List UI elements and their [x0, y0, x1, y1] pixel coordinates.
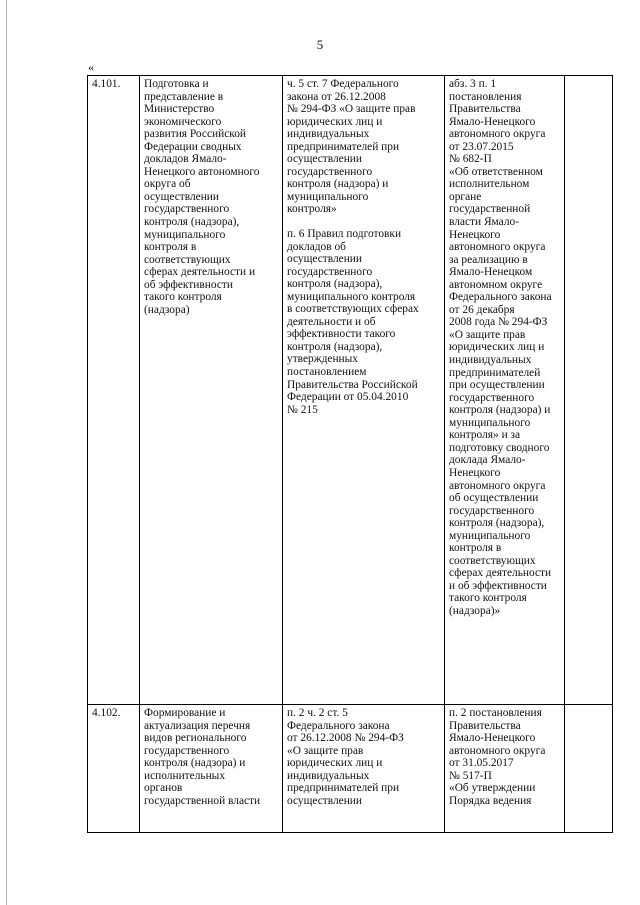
- empty-cell: [565, 705, 613, 833]
- text-line: такого контроля: [449, 592, 527, 605]
- text-line: «О защите прав: [287, 744, 364, 757]
- text-line: 2008 года № 294-ФЗ: [449, 316, 548, 329]
- row-number-cell: [88, 76, 140, 705]
- federal-law-cell: [283, 76, 445, 705]
- text-line: Правительства: [449, 103, 521, 116]
- text-line: Ямало-Ненецком: [449, 266, 533, 279]
- measure-name-cell: [140, 705, 283, 833]
- text-line: Федерального закона: [287, 719, 390, 732]
- regional-act-cell: [445, 76, 565, 705]
- text-line: актуализация перечня: [144, 719, 251, 732]
- text-line: Подготовка и: [144, 78, 209, 90]
- text-line: государственного: [287, 165, 373, 178]
- federal-law-cell: [283, 705, 445, 833]
- text-line: Правительства: [449, 719, 521, 732]
- text-line: государственного: [144, 203, 230, 216]
- text-line: Федерального закона: [449, 291, 552, 304]
- regulation-table: [87, 75, 613, 833]
- text-line: автономного округа: [449, 128, 546, 141]
- text-line: п. 2 постановления: [449, 707, 542, 719]
- text-line: государственной: [449, 203, 531, 216]
- text-line: исполнительных: [144, 769, 226, 782]
- text-line: осуществлении: [144, 190, 219, 203]
- text-line: деятельности и об: [287, 315, 376, 328]
- text-line: № 682-П: [449, 153, 492, 166]
- text-line: Ямало-Ненецкого: [449, 732, 536, 745]
- text-line: Ненецкого: [449, 466, 501, 479]
- regional-act-cell: [445, 705, 565, 833]
- page-number: 5: [316, 37, 324, 52]
- text-line: п. 2 ч. 2 ст. 5: [287, 707, 348, 719]
- text-line: соответствующих: [449, 554, 536, 567]
- text-line: «О защите прав: [449, 328, 526, 341]
- text-line: от 31.05.2017: [449, 757, 514, 770]
- text-line: № 294-ФЗ «О защите прав: [287, 103, 416, 116]
- table-row: [88, 705, 613, 833]
- text-line: контроля (надзора),: [449, 517, 545, 530]
- text-line: утвержденных: [287, 353, 358, 366]
- text-line: соответствующих: [144, 253, 231, 266]
- text-line: автономного округа: [449, 479, 546, 492]
- text-line: от 26 декабря: [449, 303, 515, 316]
- text-line: об осуществлении: [449, 492, 539, 505]
- text-line: муниципального: [449, 416, 531, 429]
- text-line: государственной власти: [144, 794, 261, 807]
- text-line: предпринимателей при: [287, 782, 400, 795]
- text-line: такого контроля: [144, 291, 222, 304]
- text-line: государственного: [449, 391, 535, 404]
- text-line: контроля (надзора),: [287, 278, 383, 291]
- text-line: индивидуальных: [287, 769, 370, 782]
- text-line: сферах деятельности и: [144, 266, 256, 279]
- text-line: (надзора): [144, 303, 190, 316]
- measure-name-cell: [140, 76, 283, 705]
- text-line: государственного: [144, 744, 230, 757]
- text-line: автономном округе: [449, 278, 543, 291]
- text-line: № 517-П: [449, 769, 492, 782]
- text-line: от 23.07.2015: [449, 140, 514, 153]
- text-line: юридических лиц и: [287, 757, 383, 770]
- text-line: видов регионального: [144, 732, 247, 745]
- text-line: Ненецкого автономного: [144, 165, 260, 178]
- text-line: контроля в: [144, 241, 197, 254]
- text-line: закона от 26.12.2008: [287, 90, 386, 103]
- text-line: (надзора)»: [449, 604, 501, 617]
- text-line: контроля в: [449, 542, 502, 555]
- text-line: Порядка ведения: [449, 794, 532, 807]
- text-line: юридических лиц и: [287, 115, 383, 128]
- text-line: Формирование и: [144, 707, 226, 719]
- text-line: Ямало-Ненецкого: [449, 115, 536, 128]
- text-line: контроля (надзора),: [287, 340, 383, 353]
- text-line: предпринимателей: [449, 366, 541, 379]
- text-line: автономного округа: [449, 744, 546, 757]
- text-line: осуществлении: [287, 253, 362, 266]
- text-line: об эффективности: [144, 278, 233, 291]
- text-line: государственного: [449, 504, 535, 517]
- text-line: контроля (надзора) и: [449, 404, 551, 417]
- text-line: постановления: [449, 90, 522, 103]
- row-number: 4.102.: [92, 707, 121, 719]
- text-line: доклада Ямало-: [449, 454, 526, 467]
- text-line: осуществлении: [287, 794, 362, 807]
- text-line: абз. 3 п. 1: [449, 78, 497, 90]
- text-line: Министерство: [144, 103, 215, 116]
- text-line: и об эффективности: [449, 579, 547, 592]
- table-row: [88, 76, 613, 705]
- text-line: муниципального: [449, 529, 531, 542]
- text-line: при осуществлении: [449, 379, 545, 392]
- text-line: «Об утверждении: [449, 782, 536, 795]
- text-line: Федерации от 05.04.2010: [287, 391, 409, 404]
- text-line: «Об ответственном: [449, 165, 543, 178]
- scan-edge-line: [6, 0, 7, 905]
- text-line: органе: [449, 190, 482, 203]
- row-number-cell: [88, 705, 140, 833]
- text-line: контроля (надзора),: [144, 216, 240, 229]
- text-line: государственного: [287, 265, 373, 278]
- text-line: развития Российской: [144, 128, 247, 141]
- text-line: предпринимателей при: [287, 140, 400, 153]
- text-line: округа об: [144, 178, 191, 191]
- text-line: контроля (надзора) и: [144, 757, 246, 770]
- text-line: ч. 5 ст. 7 Федерального: [287, 78, 399, 90]
- text-line: контроля» и за: [449, 429, 521, 442]
- text-line: экономического: [144, 115, 222, 128]
- text-line: Ненецкого: [449, 228, 501, 241]
- text-line: № 215: [287, 403, 318, 416]
- text-line: муниципального: [144, 228, 226, 241]
- opening-quote-mark: «: [88, 60, 94, 74]
- text-line: муниципального: [287, 190, 369, 203]
- text-line: за реализацию в: [449, 253, 528, 266]
- text-line: в соответствующих сферах: [287, 303, 419, 316]
- text-line: индивидуальных: [287, 128, 370, 141]
- text-line: постановлением: [287, 366, 367, 379]
- text-line: представление в: [144, 90, 224, 103]
- empty-cell: [565, 76, 613, 705]
- text-line: эффективности такого: [287, 328, 396, 341]
- text-line: докладов об: [287, 240, 346, 253]
- text-line: контроля (надзора) и: [287, 178, 389, 191]
- text-line: п. 6 Правил подготовки: [287, 228, 402, 241]
- text-line: сферах деятельности: [449, 567, 552, 580]
- text-line: юридических лиц и: [449, 341, 545, 354]
- text-line: докладов Ямало-: [144, 153, 227, 166]
- text-line: муниципального контроля: [287, 290, 416, 303]
- text-line: органов: [144, 782, 183, 795]
- row-number: 4.101.: [92, 78, 121, 90]
- text-line: власти Ямало-: [449, 216, 520, 229]
- text-line: подготовку сводного: [449, 441, 550, 454]
- text-line: Федерации сводных: [144, 140, 242, 153]
- text-line: автономного округа: [449, 241, 546, 254]
- text-line: от 26.12.2008 № 294-ФЗ: [287, 732, 404, 745]
- text-line: Правительства Российской: [287, 378, 418, 391]
- text-line: исполнительном: [449, 178, 530, 191]
- text-line: индивидуальных: [449, 354, 532, 367]
- text-line: контроля»: [287, 203, 337, 216]
- text-line: осуществлении: [287, 153, 362, 166]
